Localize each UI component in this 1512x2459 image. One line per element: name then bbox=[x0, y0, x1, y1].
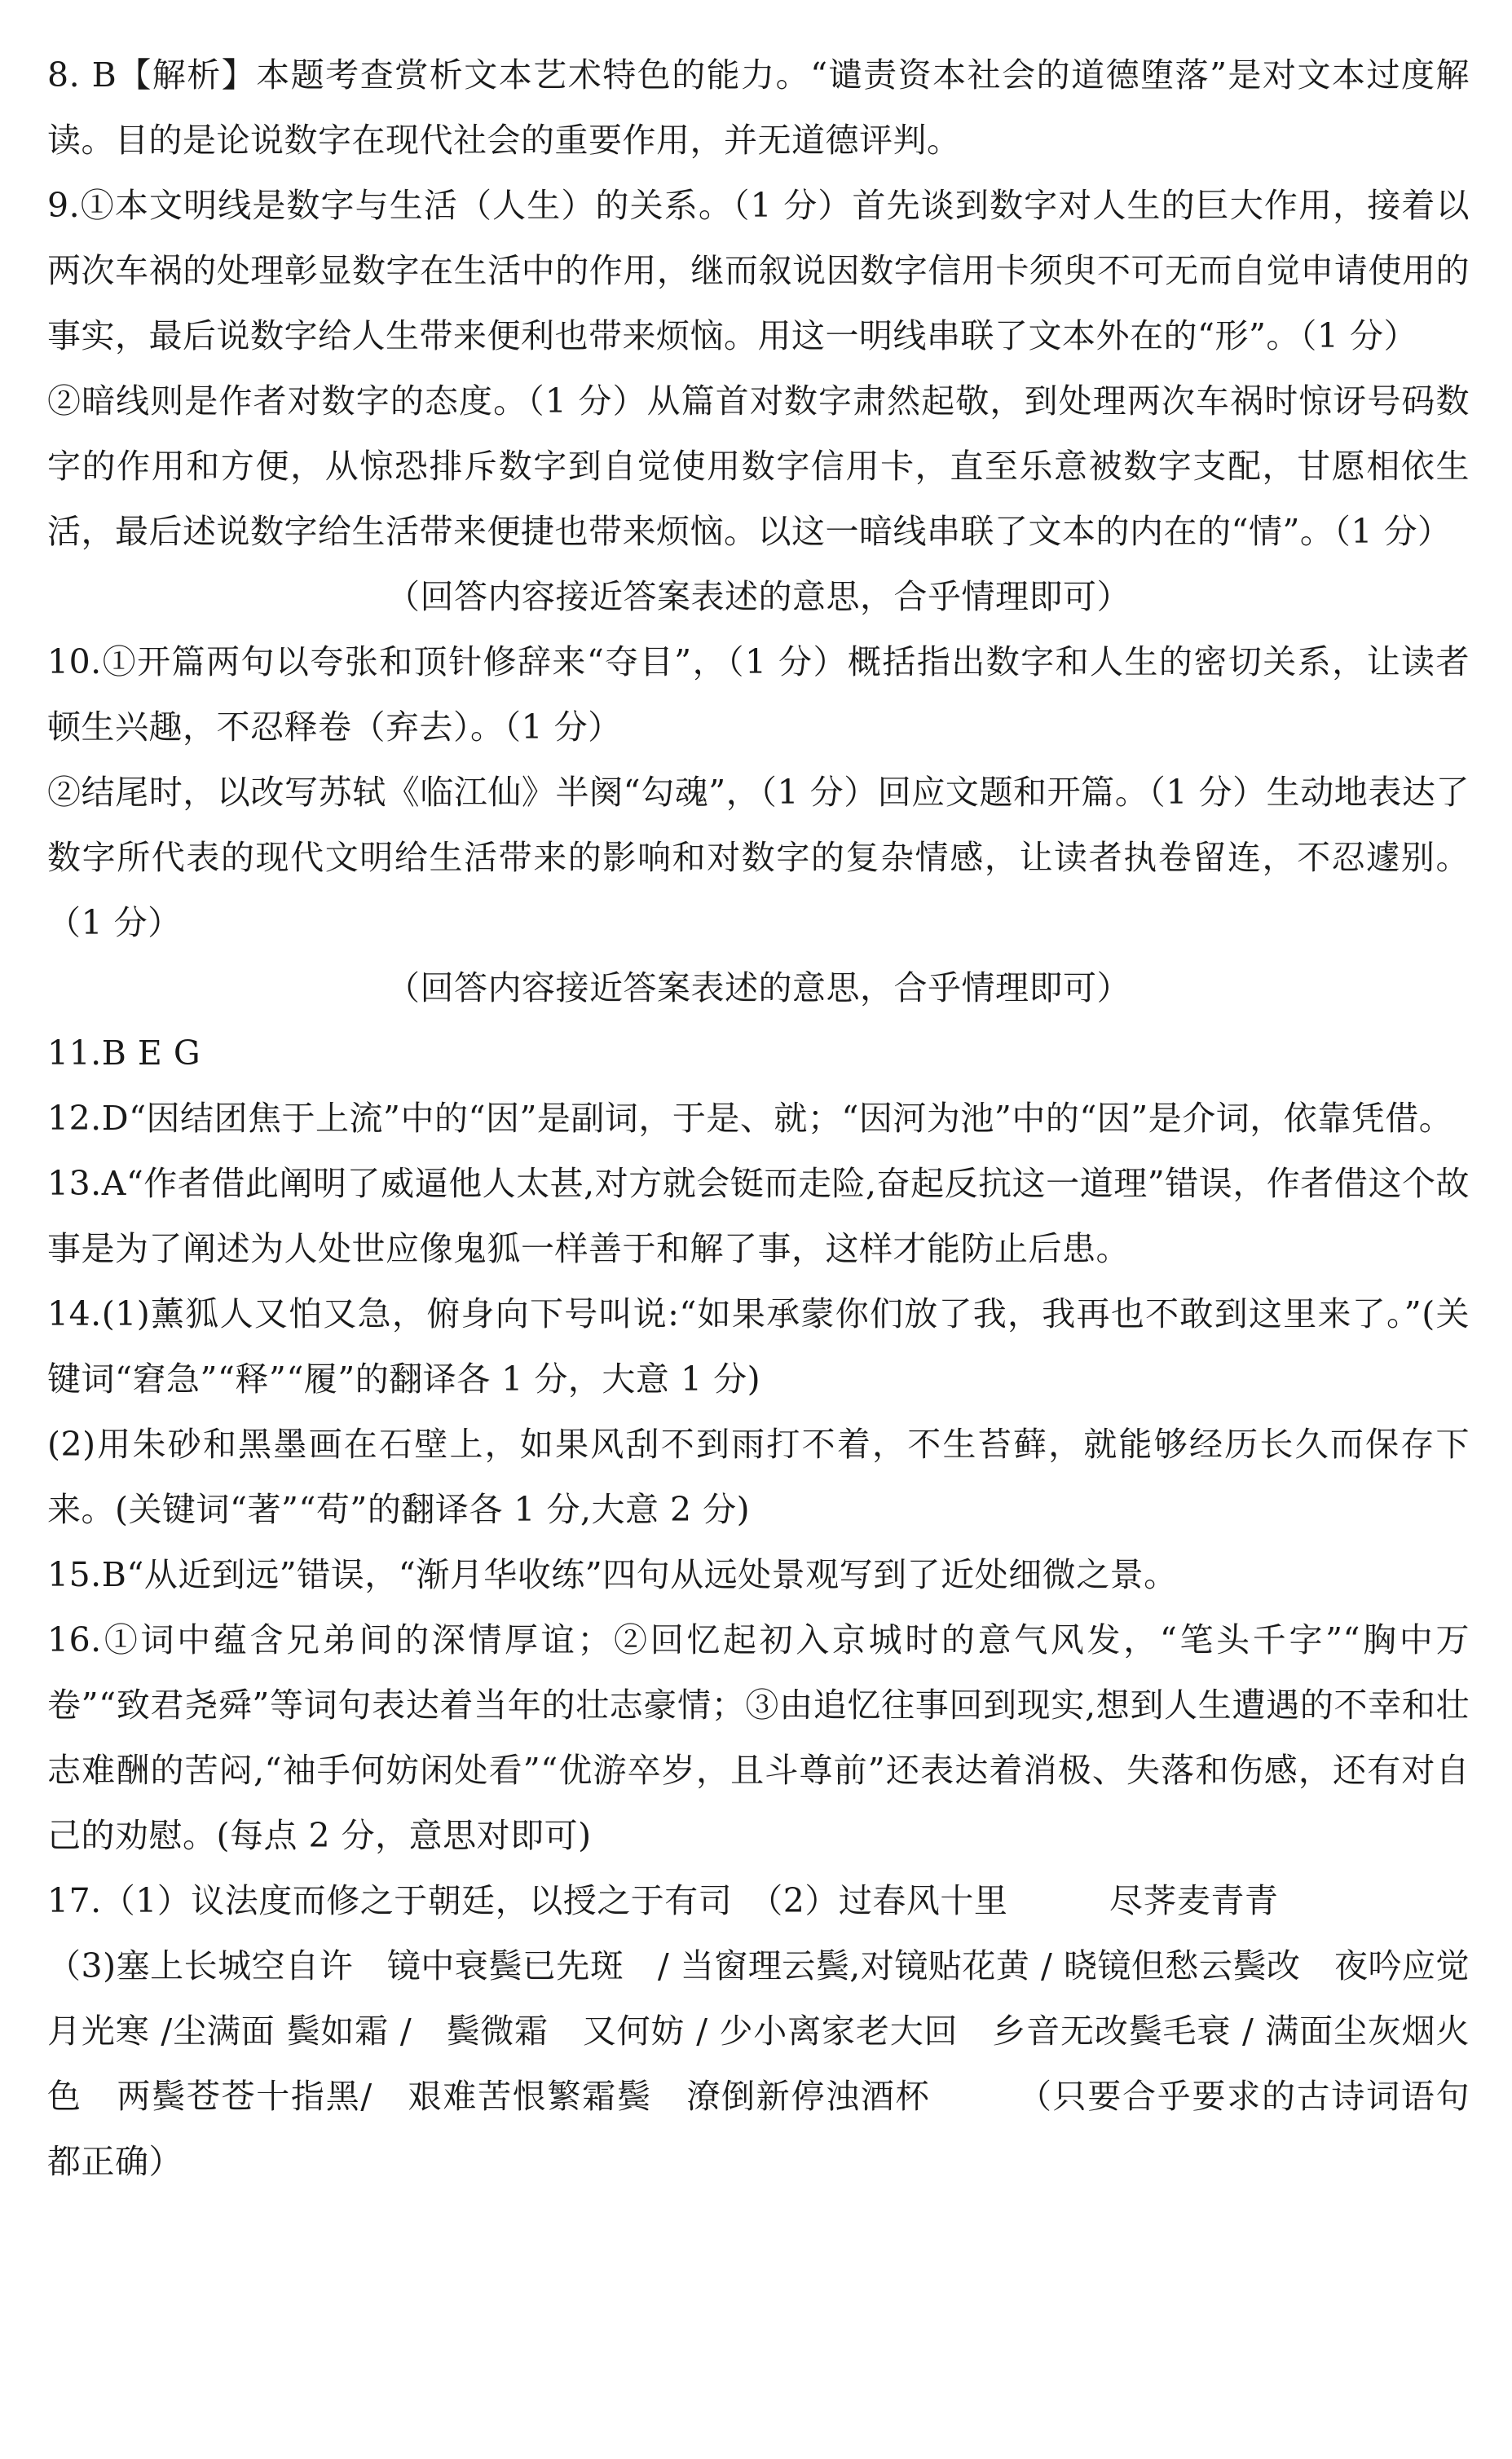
answer-16: 16.①词中蕴含兄弟间的深情厚谊；②回忆起初入京城时的意气风发，“笔头千字”“胸中万卷”“致君尧舜”等词句表达着当年的壮志豪情；③由追忆往事回到现实,想到人生遭遇的不幸和壮志难酬的苦闷,“袖手何妨闲处看”“优游卒岁，且斗尊前”还表达着消极、失落和伤感，还有对自己的劝慰。(每点 2 分，意思对即可) bbox=[47, 1620, 1470, 1855]
answer-8: 8. B【解析】本题考查赏析文本艺术特色的能力。“谴责资本社会的道德堕落”是对文本过度解读。目的是论说数字在现代社会的重要作用，并无道德评判。 bbox=[47, 55, 1470, 160]
answer-17-part-1: 17.（1）议法度而修之于朝廷，以授之于有司 （2）过春风十里 尽荠麦青青 bbox=[47, 1881, 1279, 1920]
answer-12: 12.D“因结团焦于上流”中的“因”是副词，于是、就；“因河为池”中的“因”是介词，依靠凭借。 bbox=[47, 1099, 1453, 1138]
answer-9-note: （回答内容接近答案表述的意思，合乎情理即可） bbox=[386, 577, 1131, 616]
answer-9-part-2: ②暗线则是作者对数字的态度。（1 分）从篇首对数字肃然起敬，到处理两次车祸时惊讶号码数字的作用和方便，从惊恐排斥数字到自觉使用数字信用卡，直至乐意被数字支配，甘愿相依生活，最后述说数字给生活带来便捷也带来烦恼。以这一暗线串联了文本的内在的“情”。（1 分） bbox=[47, 381, 1470, 551]
answer-10-part-1: 10.①开篇两句以夸张和顶针修辞来“夺目”，（1 分）概括指出数字和人生的密切关系，让读者顿生兴趣，不忍释卷（弃去）。（1 分） bbox=[47, 642, 1470, 747]
answer-14-part-2: (2)用朱砂和黑墨画在石壁上，如果风刮不到雨打不着，不生苔藓，就能够经历长久而保存下来。(关键词“著”“苟”的翻译各 1 分,大意 2 分) bbox=[47, 1425, 1470, 1529]
answer-9-part-1: 9.①本文明线是数字与生活（人生）的关系。（1 分）首先谈到数字对人生的巨大作用，接着以两次车祸的处理彰显数字在生活中的作用，继而叙说因数字信用卡须臾不可无而自觉申请使用的事实，最后说数字给人生带来便利也带来烦恼。用这一明线串联了文本外在的“形”。（1 分） bbox=[47, 186, 1470, 355]
answer-17-part-3: （3)塞上长城空自许 镜中衰鬓已先斑 / 当窗理云鬓,对镜贴花黄 / 晓镜但愁云鬓改 夜吟应觉月光寒 /尘满面 鬓如霜 / 鬓微霜 又何妨 / 少小离家老大回 乡音无改鬓毛衰 / 满面尘灰烟火色 两鬓苍苍十指黑/ 艰难苦恨繁霜鬓 潦倒新停浊酒杯 （只要合乎要求的古诗词语句 都正确） bbox=[47, 1946, 1504, 2181]
answer-15: 15.B“从近到远”错误，“渐月华收练”四句从远处景观写到了近处细微之景。 bbox=[47, 1555, 1178, 1594]
answer-10-part-2: ②结尾时，以改写苏轼《临江仙》半阕“勾魂”，（1 分）回应文题和开篇。（1 分）生动地表达了数字所代表的现代文明给生活带来的影响和对数字的复杂情感，让读者执卷留连，不忍遽别。（1 分） bbox=[47, 773, 1470, 942]
answer-11: 11.B E G bbox=[47, 1033, 201, 1073]
answer-14-part-1: 14.(1)薰狐人又怕又急，俯身向下号叫说:“如果承蒙你们放了我，我再也不敢到这里来了。”(关键词“窘急”“释”“履”的翻译各 1 分，大意 1 分) bbox=[47, 1294, 1470, 1399]
answer-10-note: （回答内容接近答案表述的意思，合乎情理即可） bbox=[386, 968, 1131, 1007]
answer-13: 13.A“作者借此阐明了威逼他人太甚,对方就会铤而走险,奋起反抗这一道理”错误，作者借这个故事是为了阐述为人处世应像鬼狐一样善于和解了事，这样才能防止后患。 bbox=[47, 1164, 1470, 1268]
answer-sheet bbox=[47, 42, 1504, 2194]
